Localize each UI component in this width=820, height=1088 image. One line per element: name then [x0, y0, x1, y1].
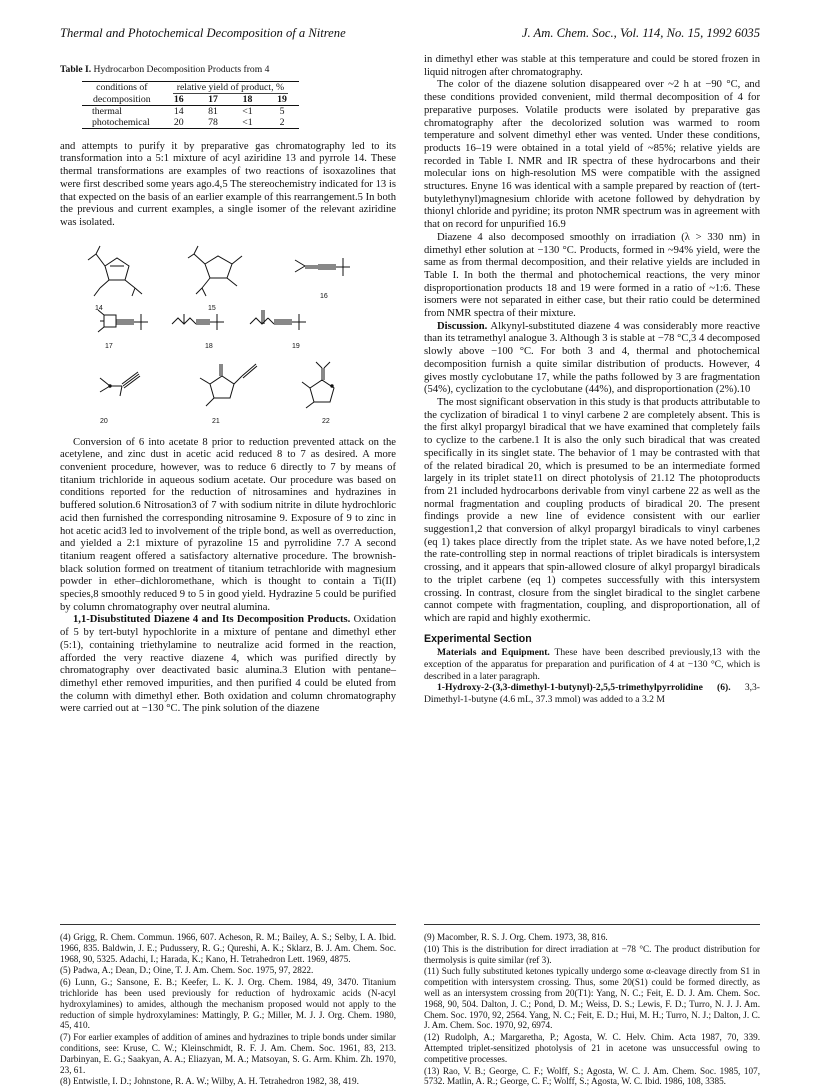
paragraph: Conversion of 6 into acetate 8 prior to reduction prevented attack on the acetylene, and zinc dust in acetic acid reduced 8 to 7 as desired. A more convenient procedure, however, was to reduce 6 directly to 7 by means of titanium trichloride in aqueous sodium acetate. Our procedure was based on conditions reported for the reduction of nitrosamines and hydrazines in buffered solution.6 Nitrosation3 of 7 with sodium nitrite in dilute hydrochloric acid then furnished the corresponding nitrosamine 9. Exposure of 9 to zinc in hot acetic acid3 led to involvement of the triple bond, as well as overreduction, and yielded a 2:1 mixture of pyrazoline 15 and pyrrolidine 7.7 A second titanium reagent offered a satisfactory alternative procedure. The brownish-black solution formed on treatment of titanium tetrachloride with magnesium powder in ether–dichloromethane, which is thought to contain a Ti(II) species,8 smoothly reduced 9 to 5 in good yield. Hydrazine 5 could be purified by column chromatography over neutral alumina.: [60, 436, 396, 613]
col-header-conditions: conditions of: [82, 81, 162, 94]
paragraph: 1-Hydroxy-2-(3,3-dimethyl-1-butynyl)-2,5,5-trimethylpyrrolidine (6). 3,3-Dimethyl-1-butyne (4.6 mL, 37.3 mmol) was added to a 3.2 M: [424, 682, 760, 705]
label-16: 16: [320, 292, 328, 300]
structure-16: [295, 258, 350, 276]
header-title: Thermal and Photochemical Decomposition of a Nitrene: [60, 26, 346, 40]
yield-table: [82, 81, 299, 129]
footnote-rule: [60, 924, 396, 925]
footnote: (10) This is the distribution for direct irradiation at −78 °C. The product distribution for thermolysis is quite similar (ref 3).: [424, 943, 760, 965]
label-14: 14: [95, 304, 103, 312]
structure-19: [250, 310, 306, 330]
section-heading: Experimental Section: [424, 632, 532, 645]
footnote: (11) Such fully substituted ketones typically undergo some α-cleavage directly from S1 in competition with intersystem crossing. Thus, some 20(S1) could be formed directly, as well as an intersystem crossing from 20(T1): Yang, N. C.; Feit, E. D. J. Am. Chem. Soc. 1968, 90, 504. Dalton, J. C.; Pond, D. M.; Weiss, D. S.; Lewis, F. D.; Turro, N. J. J. Am. Chem. Soc. 1970, 92, 2564. Yang, N. C.; Feit, E. D.; Hui, M. H.; Turro, N. J.; Dalton, J. C. J. Am. Chem. Soc. 1970, 92, 6974.: [424, 966, 760, 1031]
paragraph: 1,1-Disubstituted Diazene 4 and Its Decomposition Products. Oxidation of 5 by tert-butyl hypochlorite in a mixture of pentane and dimethyl ether (5:1), containing triethylamine to neutralize acid formed in the reaction, afforded the very reactive diazene 4, which was purified directly by chromatography over deactivated basic alumina.3 Elution with pentane–dimethyl ether removed impurities, and then purified 4 could be eluted from the column with dimethyl ether. Both oxidation and column chromatography were carried out at −130 °C. The pink solution of the diazene: [60, 614, 396, 715]
label-19: 19: [292, 342, 300, 350]
structure-17: [98, 310, 148, 332]
structure-drawings: [60, 236, 396, 432]
label-20: 20: [100, 417, 108, 425]
col-17: 17: [208, 93, 218, 105]
footnote-rule: [424, 924, 760, 925]
col-header-decomposition: decomposition: [93, 93, 151, 105]
paragraph: Diazene 4 also decomposed smoothly on irradiation (λ > 330 nm) in dimethyl ether solution at −130 °C. Products, formed in ~94% yield, were the same as from thermal decomposition, and their relative yields are included in Table I. In both the thermal and photochemical reactions, the very minor disproportionation products 18 and 19 were formed in a ratio of ~1:6. These isomers were not separated in either case, but their ratio could be determined from NMR spectra of their mixture.: [424, 231, 760, 320]
footnote: (7) For earlier examples of addition of amines and hydrazines to triple bonds under similar conditions, see: Kruse, C. W.; Kleinschmidt, R. F. J. Am. Chem. Soc. 1961, 83, 213. Darbinyan, E. G.; Saakyan, A. A.; Eliazyan, M. A.; Matsoyan, S. G. Arm. Khim. Zh. 1970, 23, 61.: [60, 1032, 396, 1075]
footnotes-right: [424, 932, 760, 1088]
structure-21: [200, 364, 257, 406]
label-21: 21: [212, 417, 220, 425]
col-19: 19: [277, 93, 287, 105]
label-17: 17: [105, 342, 113, 350]
paragraph: The color of the diazene solution disappeared over ~2 h at −90 °C, and these conditions provided convenient, mild thermal decomposition of 4 for preparative purposes. Volatile products were isolated by preparative gas chromatography after the decolorized solution was warmed to room temperature and solvent dimethyl ether was vented. Under these conditions, products 16–19 were obtained in a total yield of ~85%; relative yields are recorded in Table I. NMR and IR spectra of these hydrocarbons and their molecular ions on high-resolution MS were compatible with the assigned structures. Enyne 16 was identical with a sample prepared by reaction of (tert-butylethynyl)magnesium chloride with acetone followed by dehydration by thionyl chloride and pyridine; its proton NMR spectrum was in agreement with that on record for unpurified 16.9: [424, 79, 760, 231]
col-16: 16: [173, 93, 184, 105]
structure-18: [172, 314, 224, 330]
paragraph: The most significant observation in this study is that products attributable to the cyclization of biradical 1 to vinyl carbene 2 are completely absent. This is the first alkyl propargyl biradical that we have examined that completely fails to cyclize to the carbene.1 It is also the only such biradical that was created specifically in its singlet state. The behavior of 1 may be contrasted with that of the related biradical 20, which is presumed to be an intermediate formed largely in its triplet state11 on direct photolysis of 21.12 The photoproducts from 21 included hydrocarbons derivable from vinyl carbene 22 as well as the normal fragmentation and coupling products of biradical 20. The present findings provide a new line of evidence consistent with our earlier suggestion1,2 that conversion of alkyl propargyl biradicals to vinyl carbenes (eq 1) takes place directly from the triplet state. As we have noted before,1,2 the rate-controlling step in normal reactions of triplet biradicals is intersystem crossing, and it appears that spin-allowed closure of alkyl propargyl biradicals to the triplet carbene (eq 1) competes successfully with this intersystem crossing. In contrast, closure from the singlet biradical to the singlet carbene cannot compete with fragmentation, coupling, and disproportionation, all of which are rapid and highly exothermic.: [424, 396, 760, 624]
col-18: 18: [242, 93, 253, 105]
paragraph: and attempts to purify it by preparative gas chromatography led to its transformation into a 5:1 mixture of acyl aziridine 13 and pyrrole 14. These thermal transformations are examples of two reactions of isoxazolines that were first described some years ago.4,5 The stereochemistry indicated for 13 is that expected on the basis of an earlier example of this rearrangement.5 In both the previous and current examples, a single isomer of the relevant aziridine was isolated.: [60, 140, 396, 228]
structure-14: [88, 246, 142, 296]
footnotes-left: [60, 932, 396, 1088]
col-header-relative: relative yield of product, %: [162, 81, 299, 94]
table-row: photochemical 20 78 <1 2: [82, 117, 299, 129]
footnote: (5) Padwa, A.; Dean, D.; Oine, T. J. Am. Chem. Soc. 1975, 97, 2822.: [60, 965, 314, 976]
footnote: (6) Lunn, G.; Sansone, E. B.; Keefer, L. K. J. Org. Chem. 1984, 49, 3470. Titanium trichloride has been used previously for reduction of hydroxamic acids (N-acyl hydroxylamines) to amides, although the mechanism proposed would not apply to the reduction of simple hydroxylamines: Mattingly, P. G.; Miller, M. J. J. Org. Chem. 1980, 45, 410.: [60, 977, 396, 1031]
right-column: [424, 54, 760, 705]
footnote: (12) Rudolph, A.; Margaretha, P.; Agosta, W. C. Helv. Chim. Acta 1987, 70, 339. Attempted triplet-sensitized photolysis of 21 in acetone was unsuccessful owing to competitive processes.: [424, 1032, 760, 1064]
label-15: 15: [208, 304, 216, 312]
table-row: thermal 14 81 <1 5: [82, 105, 299, 117]
footnote: (13) Rao, V. B.; George, C. F.; Wolff, S.; Agosta, W. C. J. Am. Chem. Soc. 1985, 107, 5732. Matlin, A. R.; George, C. F.; Wolff, S.; Agosta, W. C. Ibid. 1986, 108, 3385.: [424, 1065, 760, 1087]
structure-22: [302, 362, 334, 408]
structure-figure: [60, 236, 396, 432]
paragraph: Materials and Equipment. These have been described previously,13 with the exception of the apparatus for preparation and purification of 4 at −130 °C, which is described in a later paragraph.: [424, 647, 760, 682]
label-22: 22: [322, 417, 330, 425]
header-journal: J. Am. Chem. Soc., Vol. 114, No. 15, 1992 6035: [521, 26, 760, 40]
paragraph: Discussion. Alkynyl-substituted diazene 4 was considerably more reactive than its tetramethyl analogue 3. Although 3 is stable at −78 °C,3 4 decomposed slowly above −100 °C. For both 3 and 4, thermal and photochemical decomposition furnish a quite similar distribution of products. However, 4 gives mostly cyclobutane 17, while the paths followed by 3 are fragmentation (54%), cyclization to the cyclobutane (44%), and disproportionation (2%).10: [424, 320, 760, 396]
footnote: (8) Entwistle, I. D.; Johnstone, R. A. W.; Wilby, A. H. Tetrahedron 1982, 38, 419.: [60, 1076, 359, 1087]
footnote: (9) Macomber, R. S. J. Org. Chem. 1973, 38, 816.: [424, 932, 608, 942]
structure-20: [100, 372, 140, 396]
left-column: [60, 54, 396, 716]
paragraph: in dimethyl ether was stable at this temperature and could be stored frozen in liquid nitrogen after chromatography.: [424, 54, 760, 78]
table-caption: Table I. Hydrocarbon Decomposition Products from 4: [60, 64, 270, 75]
structure-15: [188, 246, 242, 296]
label-18: 18: [205, 342, 213, 350]
footnote: (4) Grigg, R. Chem. Commun. 1966, 607. Acheson, R. M.; Bailey, A. S.; Selby, I. A. Ibid. 1966, 835. Baldwin, J. E.; Pudussery, R. G.; Qureshi, A. K.; Sklarz, B. J. Am. Chem. Soc. 1968, 90, 5325. Adachi, I.; Harada, K.; Kano, H. Tetrahedron Lett. 1969, 4875.: [60, 932, 396, 964]
